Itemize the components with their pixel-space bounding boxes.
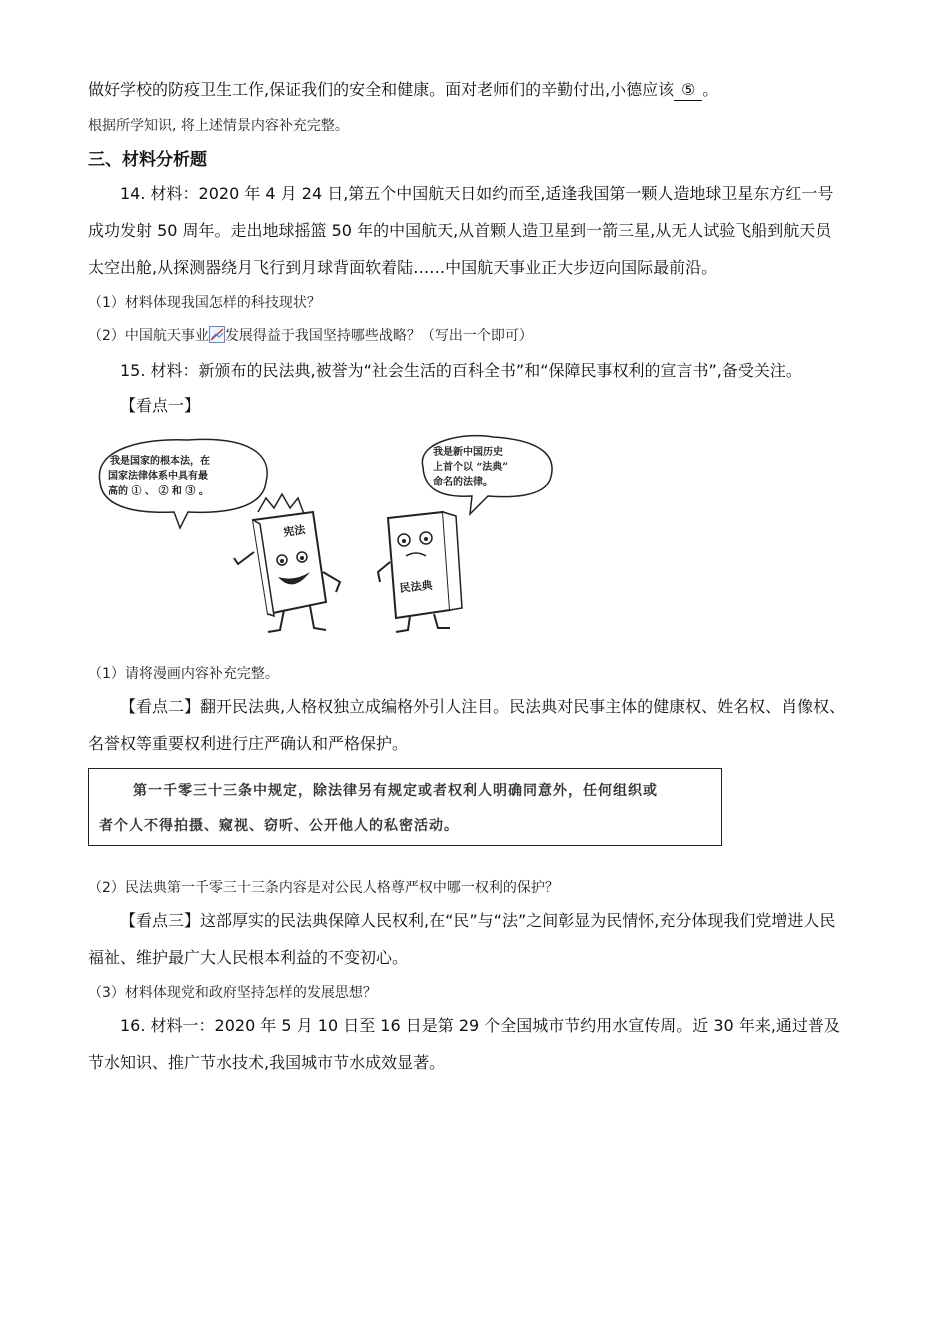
- q14-line-2: 成功发射 50 周年。走出地球摇篮 50 年的中国航天,从首颗人造卫星到一箭三星,从无人试验飞船到航天员: [88, 221, 832, 240]
- answer-blank-5: ⑤: [674, 80, 702, 101]
- right-bubble-line-2: 上首个以 “法典”: [433, 462, 508, 473]
- civil-code-book-label: 民法典: [398, 578, 434, 595]
- q15-sub-question-3: （3）材料体现党和政府坚持怎样的发展思想？: [88, 985, 377, 1001]
- cartoon-illustration: [88, 432, 568, 637]
- text-span: 发展得益于我国坚持哪些战略？（写出一个即可）: [224, 328, 533, 344]
- text-line: [88, 80, 718, 101]
- q15-sub-question-1: （1）请将漫画内容补充完整。: [88, 666, 279, 682]
- article-line-2: 者个人不得拍摄、窥视、窃听、公开他人的私密活动。: [99, 818, 459, 834]
- constitution-book-label: 宪法: [282, 523, 307, 539]
- section-heading: 三、材料分析题: [88, 150, 207, 170]
- q14-sub-question-1: （1）材料体现我国怎样的科技现状？: [88, 295, 321, 311]
- point-3-line-1: 【看点三】这部厚实的民法典保障人民权利,在“民”与“法”之间彰显为民情怀,充分体现我们党增进人民: [120, 911, 836, 930]
- left-speech-bubble: [99, 439, 267, 528]
- instruction-line: 根据所学知识, 将上述情景内容补充完整。: [88, 118, 349, 134]
- constitution-character: [234, 494, 340, 632]
- text-span: 做好学校的防疫卫生工作,保证我们的安全和健康。面对老师们的辛勤付出,小德应该: [88, 80, 675, 99]
- right-bubble-line-3: 命名的法律。: [433, 477, 493, 488]
- q14-line-3: 太空出舱,从探测器绕月飞行到月球背面软着陆……中国航天事业正大步迈向国际最前沿。: [88, 258, 718, 277]
- left-bubble-line-1: 我是国家的根本法，在: [110, 456, 210, 467]
- left-bubble-line-3: 高的 ① 、 ② 和 ③ 。: [108, 486, 209, 497]
- broken-image-icon: [209, 326, 225, 343]
- q15-sub-question-2: （2）民法典第一千零三十三条内容是对公民人格尊严权中哪一权利的保护？: [88, 880, 559, 896]
- crown-icon: [258, 494, 304, 514]
- article-line-1: 第一千零三十三条中规定，除法律另有规定或者权利人明确同意外，任何组织或: [133, 783, 658, 799]
- civil-code-character: [378, 512, 462, 632]
- point-1-title: 【看点一】: [120, 396, 201, 415]
- article-1033-box: [88, 768, 722, 846]
- q16-line-2: 节水知识、推广节水技术,我国城市节水成效显著。: [88, 1053, 446, 1072]
- left-bubble-line-2: 国家法律体系中具有最: [108, 471, 208, 482]
- point-2-line-2: 名誉权等重要权利进行庄严确认和严格保护。: [88, 734, 409, 753]
- q16-line-1: 16. 材料一：2020 年 5 月 10 日至 16 日是第 29 个全国城市节约用水宣传周。近 30 年来,通过普及: [120, 1016, 840, 1035]
- point-3-line-2: 福祉、维护最广大人民根本利益的不变初心。: [88, 948, 409, 967]
- text-span: 。: [702, 80, 719, 99]
- right-bubble-line-1: 我是新中国历史: [433, 447, 503, 458]
- q14-line-1: 14. 材料：2020 年 4 月 24 日,第五个中国航天日如约而至,适逢我国第一颗人造地球卫星东方红一号: [120, 184, 834, 203]
- text-span: （2）中国航天事业: [88, 328, 209, 344]
- q15-line-1: 15. 材料：新颁布的民法典,被誉为“社会生活的百科全书”和“保障民事权利的宣言书”,备受关注。: [120, 361, 802, 380]
- q14-sub-question-2: [88, 326, 533, 346]
- point-2-line-1: 【看点二】翻开民法典,人格权独立成编格外引人注目。民法典对民事主体的健康权、姓名权、肖像权、: [120, 697, 846, 716]
